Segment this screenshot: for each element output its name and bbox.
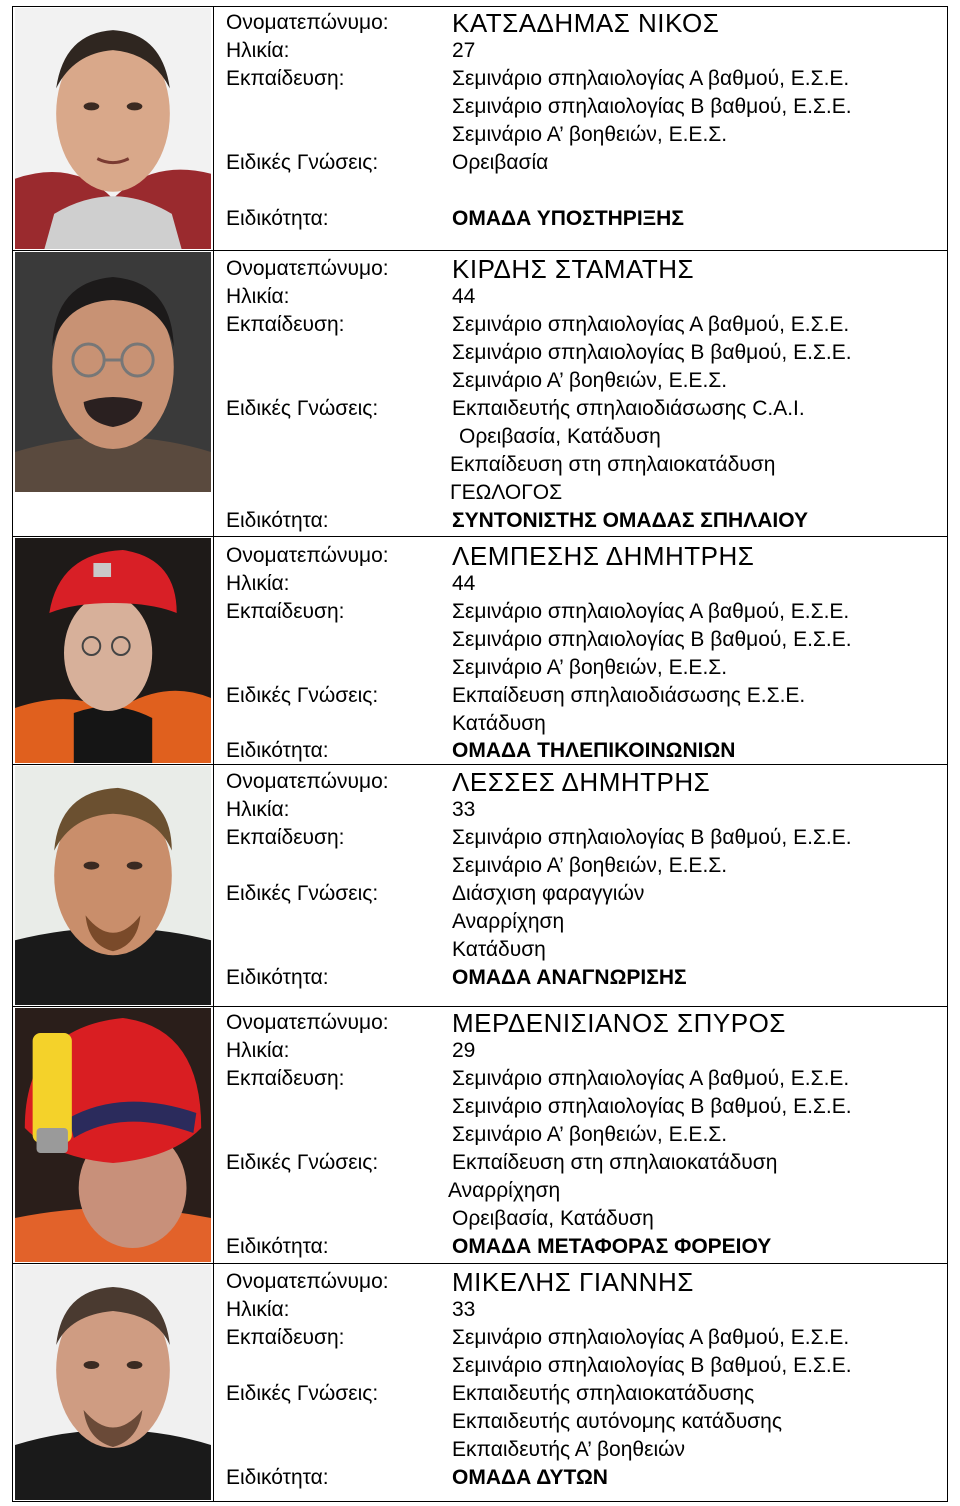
education-label: Εκπαίδευση: [226,313,345,336]
education-item: Σεμινάριο Α’ βοηθειών, Ε.Ε.Σ. [452,123,728,146]
member-row [12,6,948,250]
member-photo [15,766,211,1005]
member-specialty: ΟΜΑΔΑ ΥΠΟΣΤΗΡΙΞΗΣ [452,207,684,230]
specialty-label: Ειδικότητα: [226,739,329,762]
skill-item: Ορειβασία, Κατάδυση [459,425,661,448]
specialty-label: Ειδικότητα: [226,509,329,532]
member-photo [15,252,211,492]
member-photo [15,8,211,249]
member-info [214,7,948,250]
member-age: 29 [452,1039,476,1062]
name-label: Ονοματεπώνυμο: [226,544,389,567]
member-info [214,537,948,764]
name-label: Ονοματεπώνυμο: [226,257,389,280]
education-item: Σεμινάριο Α’ βοηθειών, Ε.Ε.Σ. [452,1123,728,1146]
member-photo [15,1265,211,1500]
skill-item: Εκπαίδευση σπηλαιοδιάσωσης Ε.Σ.Ε. [452,684,806,707]
member-age: 33 [452,798,476,821]
name-label: Ονοματεπώνυμο: [226,1011,389,1034]
skill-item: Εκπαίδευση στη σπηλαιοκατάδυση [450,453,776,476]
education-item: Σεμινάριο σπηλαιολογίας Β βαθμού, Ε.Σ.Ε. [452,628,852,651]
member-name: ΛΕΣΣΕΣ ΔΗΜΗΤΡΗΣ [452,767,711,797]
education-item: Σεμινάριο σπηλαιολογίας Α βαθμού, Ε.Σ.Ε. [452,600,850,623]
member-info [214,765,948,1006]
photo-cell [12,7,214,250]
photo-cell [12,765,214,1006]
education-item: Σεμινάριο Α’ βοηθειών, Ε.Ε.Σ. [452,369,728,392]
member-row [12,764,948,1006]
member-photo [15,538,211,763]
members-table [12,6,948,1502]
specialty-label: Ειδικότητα: [226,1235,329,1258]
age-label: Ηλικία: [226,572,290,595]
name-label: Ονοματεπώνυμο: [226,770,389,793]
skill-item: Εκπαιδευτής σπηλαιοκατάδυσης [452,1382,755,1405]
education-label: Εκπαίδευση: [226,67,345,90]
skill-item: Κατάδυση [452,712,546,735]
skill-item: Ορειβασία, Κατάδυση [452,1207,654,1230]
education-item: Σεμινάριο Α’ βοηθειών, Ε.Ε.Σ. [452,656,728,679]
skill-item: Εκπαίδευση στη σπηλαιοκατάδυση [452,1151,778,1174]
age-label: Ηλικία: [226,285,290,308]
skills-label: Ειδικές Γνώσεις: [226,1151,379,1174]
member-info [214,1007,948,1263]
member-info [214,1264,948,1501]
skill-item: Διάσχιση φαραγγιών [452,882,645,905]
member-row [12,250,948,536]
skill-item: Αναρρίχηση [452,910,565,933]
member-name: ΛΕΜΠΕΣΗΣ ΔΗΜΗΤΡΗΣ [452,541,755,571]
member-name: ΜΙΚΕΛΗΣ ΓΙΑΝΝΗΣ [452,1267,694,1297]
photo-cell [12,1007,214,1263]
member-age: 44 [452,285,476,308]
name-label: Ονοματεπώνυμο: [226,11,389,34]
skill-item: Αναρρίχηση [448,1179,561,1202]
specialty-label: Ειδικότητα: [226,207,329,230]
member-photo [15,1008,211,1262]
education-item: Σεμινάριο σπηλαιολογίας Β βαθμού, Ε.Σ.Ε. [452,341,852,364]
member-info [214,251,948,536]
education-item: Σεμινάριο σπηλαιολογίας Β βαθμού, Ε.Σ.Ε. [452,1354,852,1377]
education-label: Εκπαίδευση: [226,1326,345,1349]
name-label: Ονοματεπώνυμο: [226,1270,389,1293]
education-item: Σεμινάριο σπηλαιολογίας Β βαθμού, Ε.Σ.Ε. [452,826,852,849]
skills-label: Ειδικές Γνώσεις: [226,882,379,905]
education-item: Σεμινάριο σπηλαιολογίας Β βαθμού, Ε.Σ.Ε. [452,1095,852,1118]
age-label: Ηλικία: [226,1298,290,1321]
member-age: 27 [452,39,476,62]
specialty-label: Ειδικότητα: [226,966,329,989]
member-specialty: ΟΜΑΔΑ ΜΕΤΑΦΟΡΑΣ ΦΟΡΕΙΟΥ [452,1235,772,1258]
skill-item: Εκπαιδευτής αυτόνομης κατάδυσης [452,1410,782,1433]
member-row [12,1263,948,1502]
skill-item: Κατάδυση [452,938,546,961]
member-name: ΜΕΡΔΕΝΙΣΙΑΝΟΣ ΣΠΥΡΟΣ [452,1008,786,1038]
photo-cell [12,537,214,764]
skill-item: Εκπαιδευτής σπηλαιοδιάσωσης C.A.I. [452,397,805,420]
education-item: Σεμινάριο σπηλαιολογίας Α βαθμού, Ε.Σ.Ε. [452,67,850,90]
skills-label: Ειδικές Γνώσεις: [226,684,379,707]
age-label: Ηλικία: [226,1039,290,1062]
education-item: Σεμινάριο σπηλαιολογίας Β βαθμού, Ε.Σ.Ε. [452,95,852,118]
age-label: Ηλικία: [226,39,290,62]
member-specialty: ΣΥΝΤΟΝΙΣΤΗΣ ΟΜΑΔΑΣ ΣΠΗΛΑΙΟΥ [452,509,808,532]
skill-item: Ορειβασία [452,151,549,174]
photo-cell [12,1264,214,1501]
specialty-label: Ειδικότητα: [226,1466,329,1489]
member-specialty: ΟΜΑΔΑ ΑΝΑΓΝΩΡΙΣΗΣ [452,966,687,989]
education-item: Σεμινάριο σπηλαιολογίας Α βαθμού, Ε.Σ.Ε. [452,313,850,336]
member-name: ΚΑΤΣΑΔΗΜΑΣ ΝΙΚΟΣ [452,8,720,38]
skills-label: Ειδικές Γνώσεις: [226,151,379,174]
education-item: Σεμινάριο Α’ βοηθειών, Ε.Ε.Σ. [452,854,728,877]
education-label: Εκπαίδευση: [226,826,345,849]
skills-label: Ειδικές Γνώσεις: [226,1382,379,1405]
skills-label: Ειδικές Γνώσεις: [226,397,379,420]
member-age: 33 [452,1298,476,1321]
education-item: Σεμινάριο σπηλαιολογίας Α βαθμού, Ε.Σ.Ε. [452,1326,850,1349]
skill-item: Εκπαιδευτής Α’ βοηθειών [452,1438,686,1461]
member-name: ΚΙΡΔΗΣ ΣΤΑΜΑΤΗΣ [452,254,695,284]
member-age: 44 [452,572,476,595]
member-row [12,536,948,764]
skill-item: ΓΕΩΛΟΓΟΣ [450,481,563,504]
age-label: Ηλικία: [226,798,290,821]
photo-cell [12,251,214,536]
member-row [12,1006,948,1263]
education-label: Εκπαίδευση: [226,600,345,623]
education-item: Σεμινάριο σπηλαιολογίας Α βαθμού, Ε.Σ.Ε. [452,1067,850,1090]
member-specialty: ΟΜΑΔΑ ΔΥΤΩΝ [452,1466,608,1489]
education-label: Εκπαίδευση: [226,1067,345,1090]
member-specialty: ΟΜΑΔΑ ΤΗΛΕΠΙΚΟΙΝΩΝΙΩΝ [452,739,736,762]
